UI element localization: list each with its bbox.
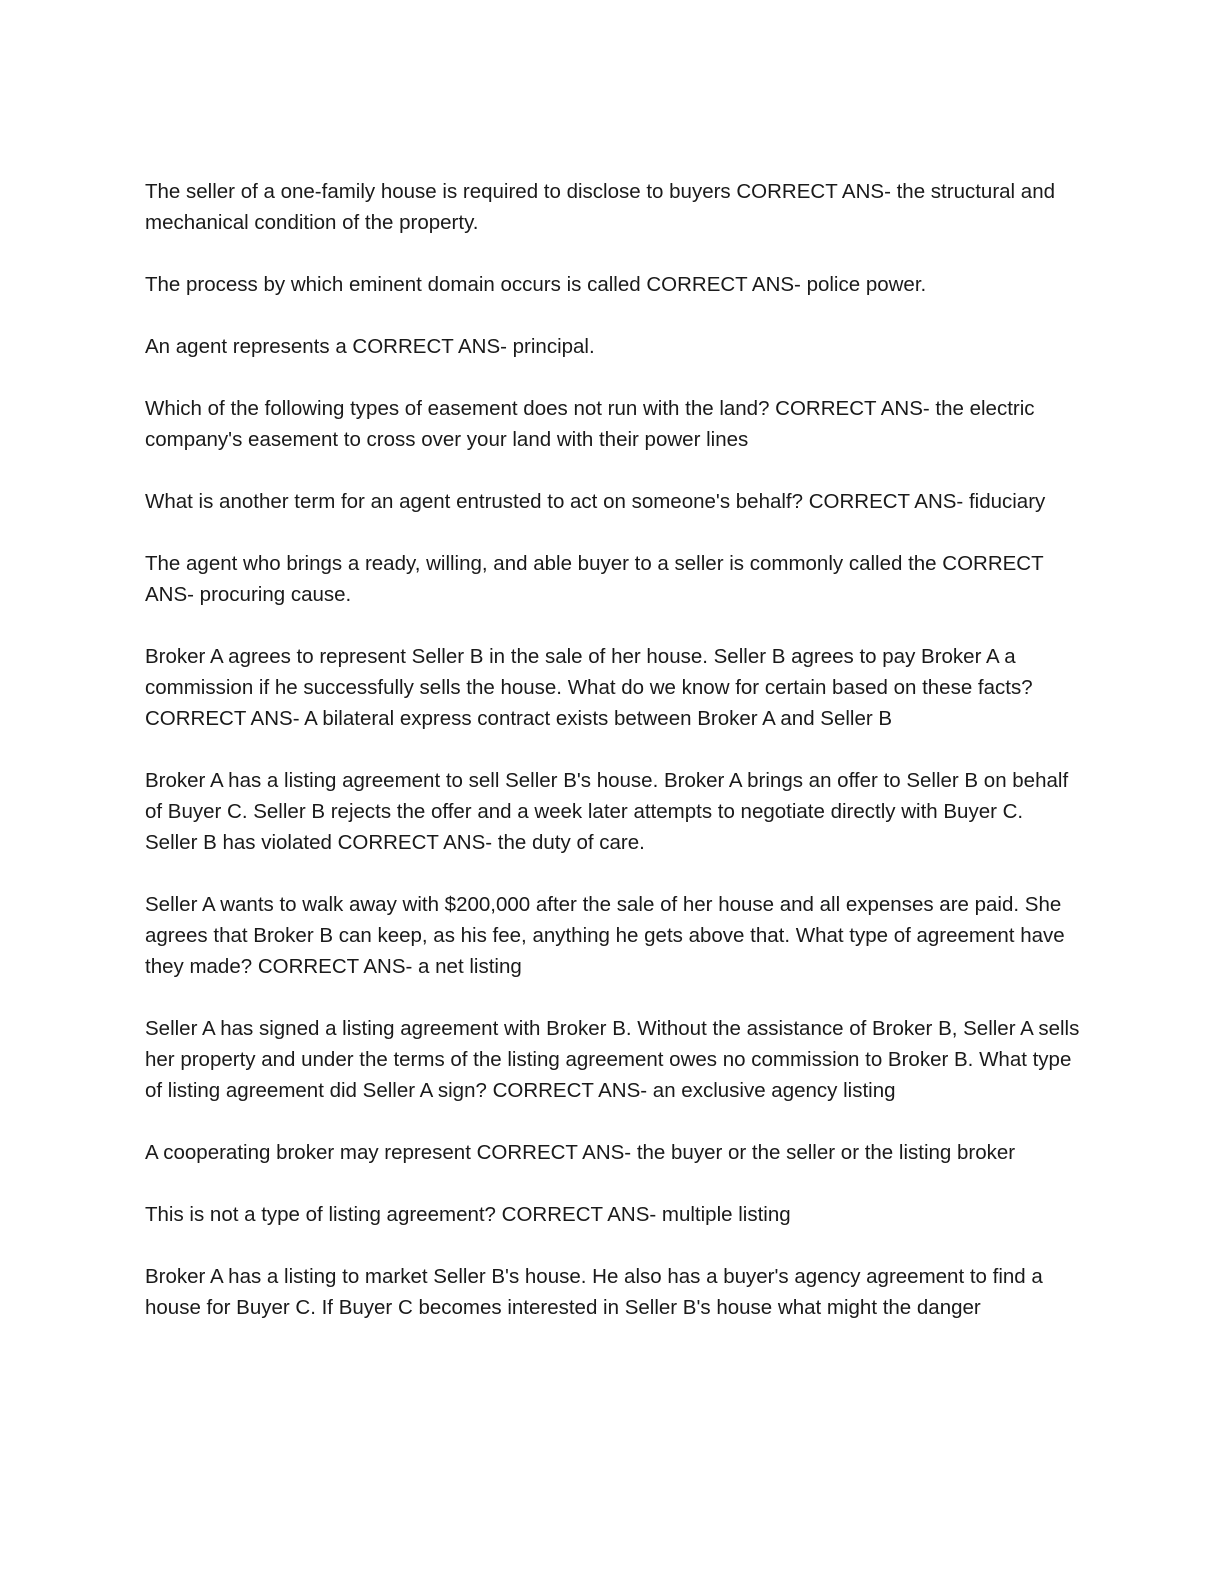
qa-item-11: A cooperating broker may represent CORRECT ANS- the buyer or the seller or the listing broker [145,1141,1016,1164]
qa-item-9: Seller A wants to walk away with $200,000 after the sale of her house and all expenses are paid. She agrees that Broker B can keep, as his fee, anything he gets above that. What type of agreement have they made? CORRECT ANS- a net listing [145,893,1065,978]
qa-item-3: An agent represents a CORRECT ANS- principal. [145,335,595,358]
qa-item-4: Which of the following types of easement does not run with the land? CORRECT ANS- the electric company's easement to cross over your land with their power lines [145,397,1035,451]
qa-item-12: This is not a type of listing agreement? CORRECT ANS- multiple listing [145,1203,791,1226]
qa-item-2: The process by which eminent domain occurs is called CORRECT ANS- police power. [145,273,927,296]
qa-item-1: The seller of a one-family house is required to disclose to buyers CORRECT ANS- the structural and mechanical condition of the property. [145,180,1055,234]
qa-item-10: Seller A has signed a listing agreement with Broker B. Without the assistance of Broker B, Seller A sells her property and under the terms of the listing agreement owes no commission to Broker B. What type of listing agreement did Seller A sign? CORRECT ANS- an exclusive agency listing [145,1017,1080,1102]
qa-item-6: The agent who brings a ready, willing, and able buyer to a seller is commonly called the CORRECT ANS- procuring cause. [145,552,1044,606]
document-body [145,176,1080,1354]
qa-item-13: Broker A has a listing to market Seller B's house. He also has a buyer's agency agreement to find a house for Buyer C. If Buyer C becomes interested in Seller B's house what might the danger [145,1265,1043,1319]
qa-item-8: Broker A has a listing agreement to sell Seller B's house. Broker A brings an offer to Seller B on behalf of Buyer C. Seller B rejects the offer and a week later attempts to negotiate directly with Buyer C. Seller B has violated CORRECT ANS- the duty of care. [145,769,1069,854]
qa-item-5: What is another term for an agent entrusted to act on someone's behalf? CORRECT ANS- fiduciary [145,490,1046,513]
qa-item-7: Broker A agrees to represent Seller B in the sale of her house. Seller B agrees to pay Broker A a commission if he successfully sells the house. What do we know for certain based on these facts? CORRECT ANS- A bilateral express contract exists between Broker A and Seller B [145,645,1033,730]
